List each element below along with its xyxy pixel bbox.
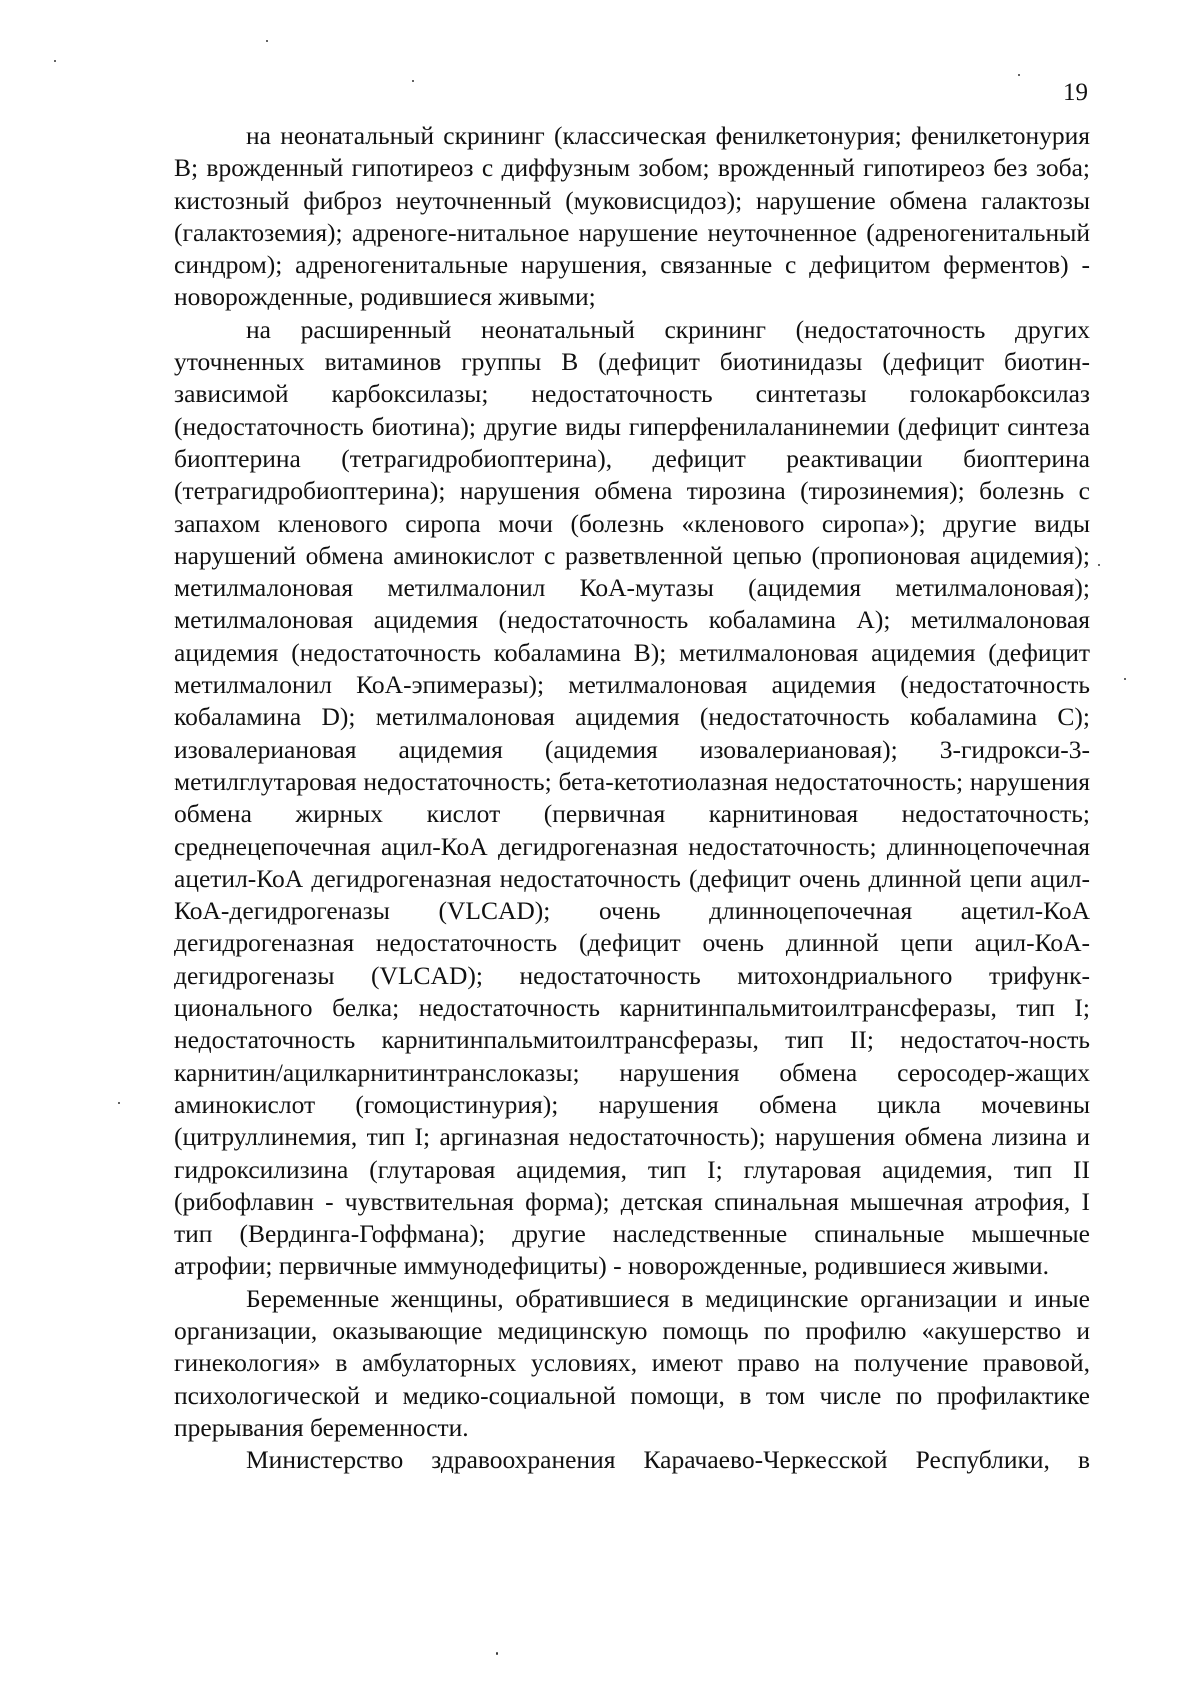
paragraph-extended-neonatal-screening: на расширенный неонатальный скрининг (недостаточность других уточненных витаминов группы В (дефицит биотинидазы (дефицит биотин-зависимой карбоксилазы; недостаточность синтетазы голокарбоксилаз (недостаточность биотина); другие виды гиперфенилаланинемии (дефицит синтеза биоптерина (тетрагидробиоптерина), дефицит реактивации биоптерина (тетрагидробиоптерина); нарушения обмена тирозина (тирозинемия); болезнь с запахом кленового сиропа мочи (болезнь «кленового сиропа»); другие виды нарушений обмена аминокислот с разветвленной цепью (пропионовая ацидемия); метилмалоновая метилмалонил КоА-мутазы (ацидемия метилмалоновая); метилмалоновая ацидемия (недостаточность кобаламина А); метилмалоновая ацидемия (недостаточность кобаламина В); метилмалоновая ацидемия (дефицит метилмалонил КоА-эпимеразы); метилмалоновая ацидемия (недостаточность кобаламина D); метилмалоновая ацидемия (недостаточность кобаламина С); изовалериановая ацидемия (ацидемия изовалериановая); 3-гидрокси-3-метилглутаровая недостаточность; бета-кетотиолазная недостаточность; нарушения обмена жирных кислот (первичная карнитиновая недостаточность; среднецепочечная ацил-КоА дегидрогеназная недостаточность; длинноцепочечная ацетил-КоА дегидрогеназная недостаточность (дефицит очень длинной цепи ацил-КоА-дегидрогеназы (VLCAD); очень длинноцепочечная ацетил-КоА дегидрогеназная недостаточность (дефицит очень длинной цепи ацил-КоА-дегидрогеназы (VLCAD); недостаточность митохондриального трифунк-ционального белка; недостаточность карнитинпальмитоилтрансферазы, тип I; недостаточность карнитинпальмитоилтрансферазы, тип II; недостаточ-ность карнитин/ацилкарнитинтранслоказы; нарушения обмена серосодер-жащих аминокислот (гомоцистинурия); нарушения обмена цикла мочевины (цитруллинемия, тип I; аргиназная недостаточность); нарушения обмена лизина и гидроксилизина (глутаровая ацидемия, тип I; глутаровая ацидемия, тип II (рибофлавин - чувствительная форма); детская спинальная мышечная атрофия, I тип (Вердинга-Гоффмана); другие наследственные спинальные мышечные атрофии; первичные иммунодефициты) - новорожденные, родившиеся живыми. — [174, 314, 1090, 1281]
paragraph-pregnant-women: Беременные женщины, обратившиеся в медицинские организации и иные организации, оказывающие медицинскую помощь по профилю «акушерство и гинекология» в амбулаторных условиях, имеют право на получение правовой, психологической и медико-социальной помощи, в том числе по профилактике прерывания беременности. — [174, 1283, 1090, 1442]
scan-speck — [1098, 564, 1100, 566]
scan-speck — [1018, 74, 1020, 76]
body-text — [174, 120, 1090, 1476]
paragraph-ministry: Министерство здравоохранения Карачаево-Черкесской Республики, в — [246, 1445, 1090, 1475]
scan-speck — [266, 40, 268, 42]
scan-speck — [1124, 678, 1126, 680]
scan-speck — [412, 80, 414, 82]
scan-speck — [496, 1652, 498, 1655]
scan-speck — [54, 60, 56, 62]
paragraph-neonatal-screening: на неонатальный скрининг (классическая фенилкетонурия; фенилкетонурия В; врожденный гипотиреоз с диффузным зобом; врожденный гипотиреоз без зоба; кистозный фиброз неуточненный (муковисцидоз); нарушение обмена галактозы (галактоземия); адреноге-нитальное нарушение неуточненное (адреногенитальный синдром); адреногенитальные нарушения, связанные с дефицитом ферментов) - новорожденные, родившиеся живыми; — [174, 121, 1090, 312]
scan-speck — [118, 1102, 120, 1104]
page-number: 19 — [1063, 79, 1088, 106]
